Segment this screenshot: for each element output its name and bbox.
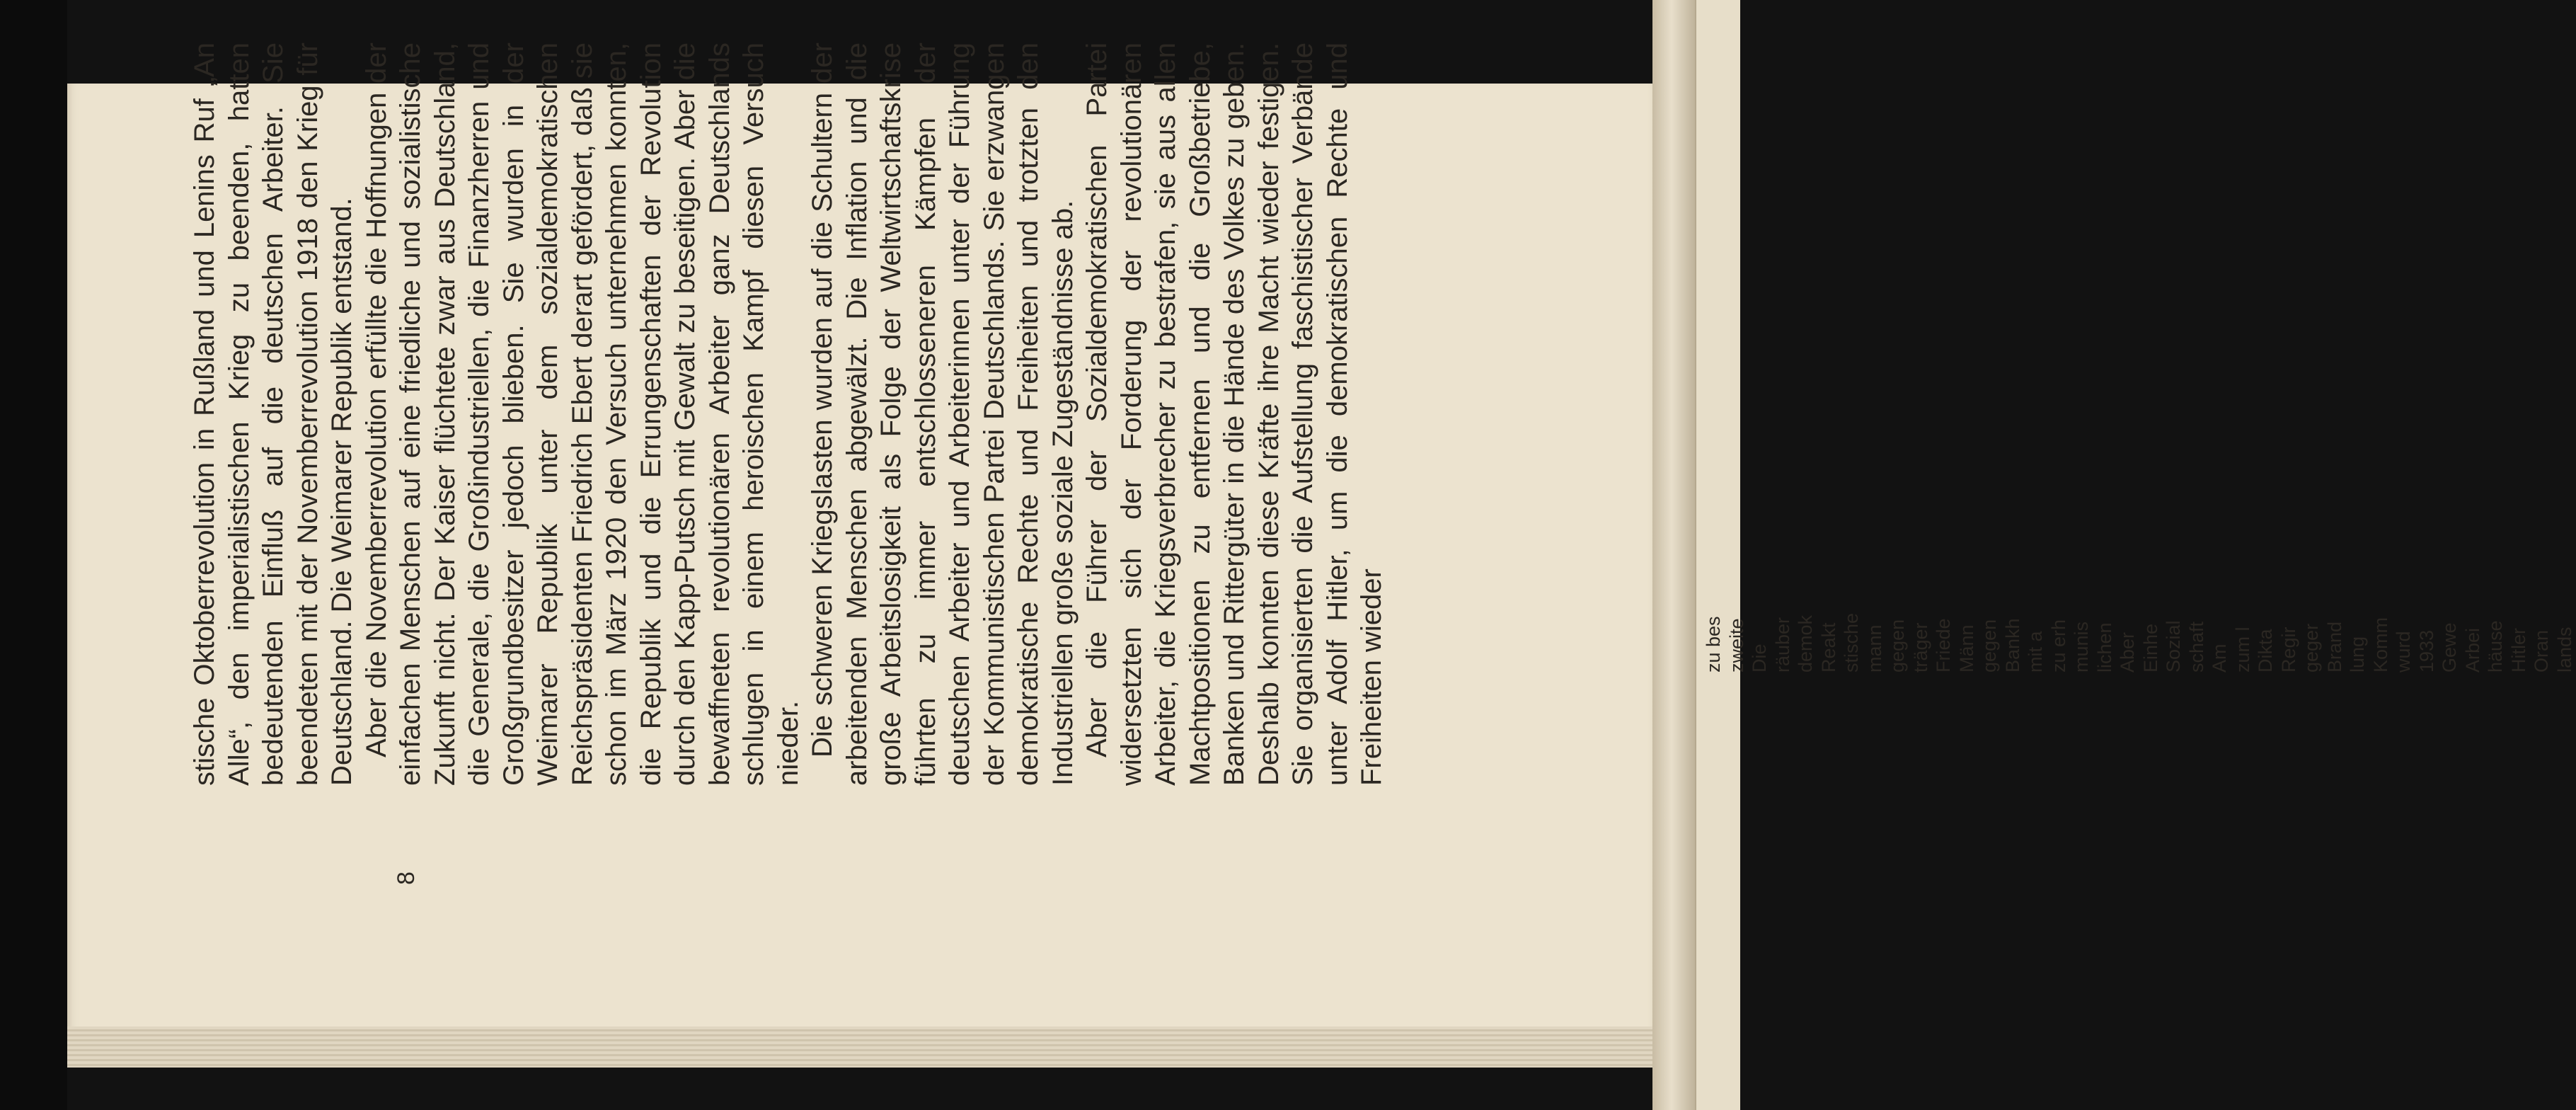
background-left [0, 0, 67, 1110]
next-page-line: Regir [2277, 626, 2299, 673]
next-page-line: Die [1749, 643, 1770, 673]
next-page-line: Bankh [2001, 618, 2023, 673]
page-edge [67, 1026, 1652, 1068]
next-page-line: häuse [2485, 620, 2506, 673]
next-page-line: zu bes [1703, 616, 1724, 673]
next-page-line: Dikta [2255, 629, 2276, 673]
next-page-line: Arbei [2461, 627, 2483, 673]
next-page-line: gegen [1979, 619, 2000, 673]
paragraph: Aber die Führer der Sozialdemokratischen Partei widersetzten sich der Forderung der revolutionären Arbeiter, die Kriegsverbrecher zu bestrafen, sie aus allen Machtpositionen zu entfernen und die Großbetriebe, Banken und Rittergüter in die Hände des Volkes zu geben. Deshalb konnten diese Kräfte ihre Macht wieder festigen. Sie organisierten die Aufstellung faschistischer Verbände unter Adolf Hitler, um die demokratischen Rechte und Freiheiten wieder [1081, 42, 1387, 786]
next-page-line: Komm [2369, 617, 2391, 673]
next-page-line: munis [2071, 621, 2092, 673]
next-page-line: Oran [2531, 629, 2552, 673]
book-gutter [1652, 0, 1695, 1110]
body-text [188, 42, 1389, 786]
next-page-line: Brand [2323, 621, 2345, 673]
next-page-line: Reakt [1817, 622, 1839, 673]
next-page-line: zum l [2231, 626, 2253, 673]
next-page-text [1702, 64, 2576, 673]
next-page-line: Männ [1955, 624, 1977, 673]
next-page-line: zu erh [2047, 619, 2069, 673]
next-page-line: Am [2209, 643, 2230, 673]
next-page-line: wurd [2393, 631, 2414, 673]
next-page-line: Friede [1933, 618, 1954, 673]
next-page-line: schaft [2185, 621, 2207, 673]
next-page-line: Gewe [2439, 622, 2460, 673]
next-page-line: mann [1863, 624, 1885, 673]
next-page-line: träger [1909, 622, 1931, 673]
next-page-line: stische [1841, 612, 1862, 673]
paragraph: Die schweren Kriegslasten wurden auf die Schultern der arbeitenden Menschen abgewälzt. Die Inflation und die große Arbeitslosigkeit als Folge der Weltwirtschaftskrise führten zu immer entschlosseneren Kämpfen der deutschen Arbeiter und Arbeiterinnen unter der Führung der Kommunistischen Partei Deutschlands. Sie erzwangen demokratische Rechte und Freiheiten und trotzten den Industriellen große soziale Zugeständnisse ab. [807, 42, 1079, 786]
next-page-line: Einhe [2139, 623, 2161, 673]
next-page-line: Hitler [2507, 627, 2529, 673]
next-page-line: gegen [1887, 619, 1908, 673]
next-page-line: lichen [2093, 622, 2115, 673]
next-page-line: lung [2347, 636, 2368, 673]
paragraph: Aber die Novemberrevolution erfüllte die Hoffnungen der einfachen Menschen auf eine friedliche und sozialistische Zukunft nicht. Der Kaiser flüchtete zwar aus Deutschland, die Generale, die Großindustriellen, die Finanzherren und Großgrundbesitzer jedoch blieben. Sie wurden in der Weimarer Republik unter dem sozialdemokratischen Reichspräsidenten Friedrich Ebert derart gefördert, daß sie schon im März 1920 den Versuch unternehmen konnten, die Republik und die Errungenschaften der Revolution durch den Kapp-Putsch mit Gewalt zu beseitigen. Aber die bewaffneten revolutionären Arbeiter ganz Deutschlands schlugen in einem heroischen Kampf diesen Versuch nieder. [360, 42, 804, 786]
next-page-line: demok [1795, 614, 1816, 673]
next-page-line: räuber [1771, 617, 1793, 673]
next-page-line: geger [2301, 623, 2322, 673]
next-page-line: Sozial [2163, 620, 2184, 673]
next-page-line: zweite [1725, 618, 1747, 673]
paragraph: stische Oktoberrevolution in Rußland und Lenins Ruf „An Alle“, den imperialistischen Krieg zu beenden, hatten bedeutenden Einfluß auf die deutschen Arbeiter. Sie beendeten mit der Novemberrevolution 1918 den Krieg für Deutschland. Die Weimarer Republik entstand. [189, 42, 357, 786]
page-number: 8 [393, 871, 420, 885]
next-page-line: mit a [2025, 631, 2046, 673]
next-page-line: 1933 [2415, 629, 2437, 673]
next-page-line: Aber [2117, 631, 2138, 673]
next-page-line: lands [2553, 626, 2575, 673]
